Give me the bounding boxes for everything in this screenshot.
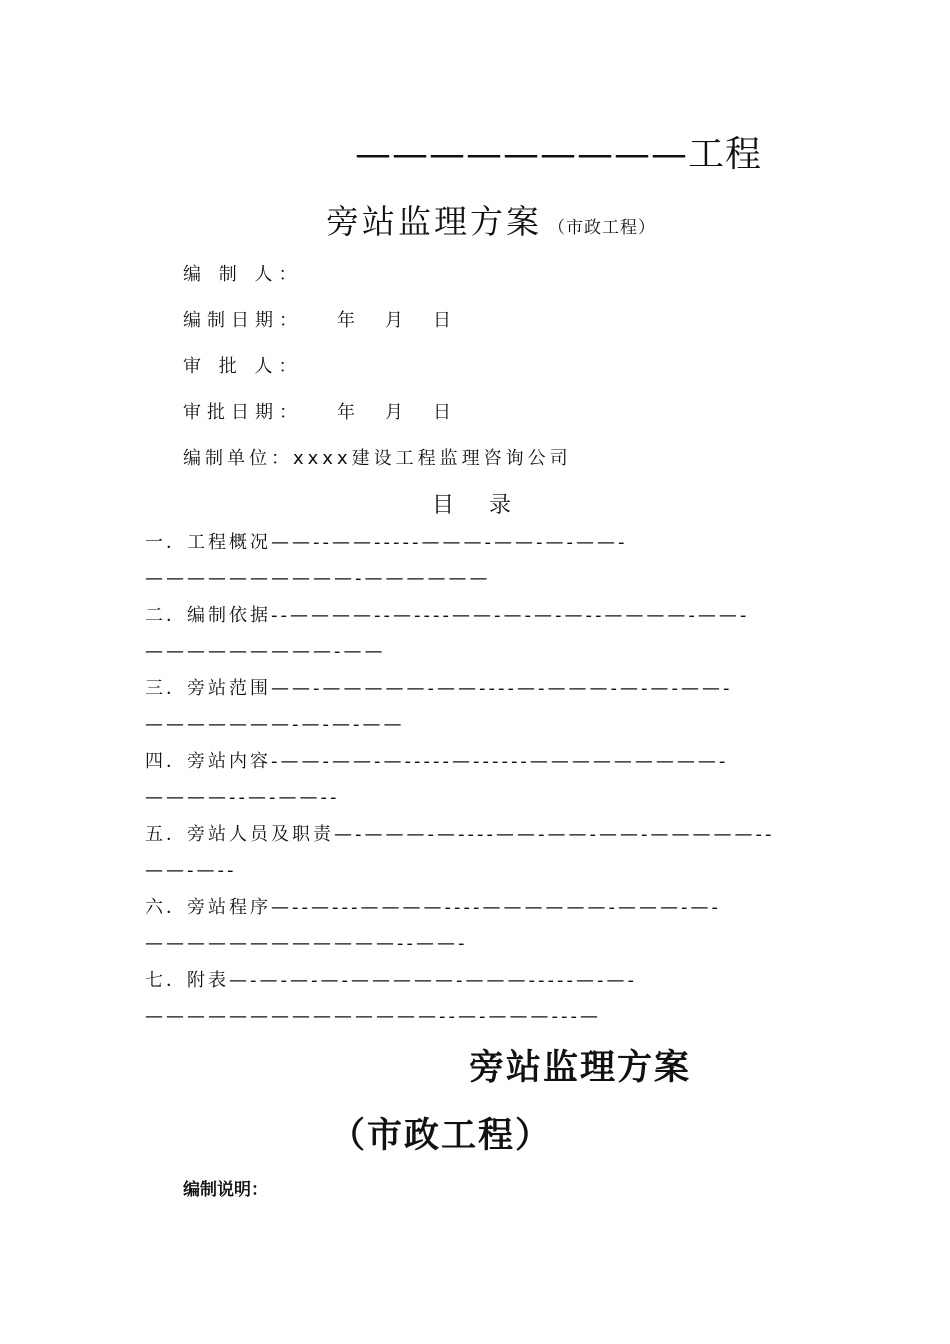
compile-date-label: 编制日期： <box>183 310 303 331</box>
author-field: 编 制 人： <box>183 264 303 285</box>
compile-note-heading: 编制说明： <box>183 1180 268 1200</box>
compile-unit-field: 编制单位：xxxx建设工程监理咨询公司 <box>183 448 572 469</box>
section-subtitle: （市政工程） <box>330 1116 553 1156</box>
month-label: 月 <box>385 402 409 423</box>
year-label: 年 <box>337 402 361 423</box>
document-title-text: 旁站监理方案 <box>326 202 542 241</box>
month-label: 月 <box>385 310 409 331</box>
document-subtitle: （市政工程） <box>548 218 656 238</box>
toc-item: 四．旁站内容-——-——-—-----—------—————————-————--—-——-- <box>145 751 729 808</box>
compile-date-field <box>183 306 457 332</box>
day-label: 日 <box>433 402 457 423</box>
approve-date-label: 审批日期： <box>183 402 303 423</box>
year-label: 年 <box>337 310 361 331</box>
day-label: 日 <box>433 310 457 331</box>
toc-item: 五．旁站人员及职责—-———-—----——-——-——-—————--——-—-- <box>145 824 775 881</box>
project-name-line: —————————工程 <box>355 134 763 175</box>
document-title <box>326 196 656 243</box>
toc-item: 六．旁站程序—--—---————----——————-———-—-————————————--——- <box>145 897 721 954</box>
approver-field: 审 批 人： <box>183 356 303 377</box>
toc-item: 七．附表—-—-—-—-—————-———-----—-—-——————————————--—-———---— <box>145 970 637 1027</box>
approve-date-field <box>183 398 457 424</box>
toc-title: 目 录 <box>432 493 525 518</box>
toc-item: 三．旁站范围——-—————-——----—-———-—-—-——-———————-—-—-—— <box>145 678 733 735</box>
toc-item: 一．工程概况——--——-----———-——-—-——-——————————-—————— <box>145 532 628 589</box>
section-title: 旁站监理方案 <box>469 1048 692 1088</box>
toc-item: 二．编制依据--————--—----——-—-—-—--————-——-—————————-—— <box>145 605 750 662</box>
